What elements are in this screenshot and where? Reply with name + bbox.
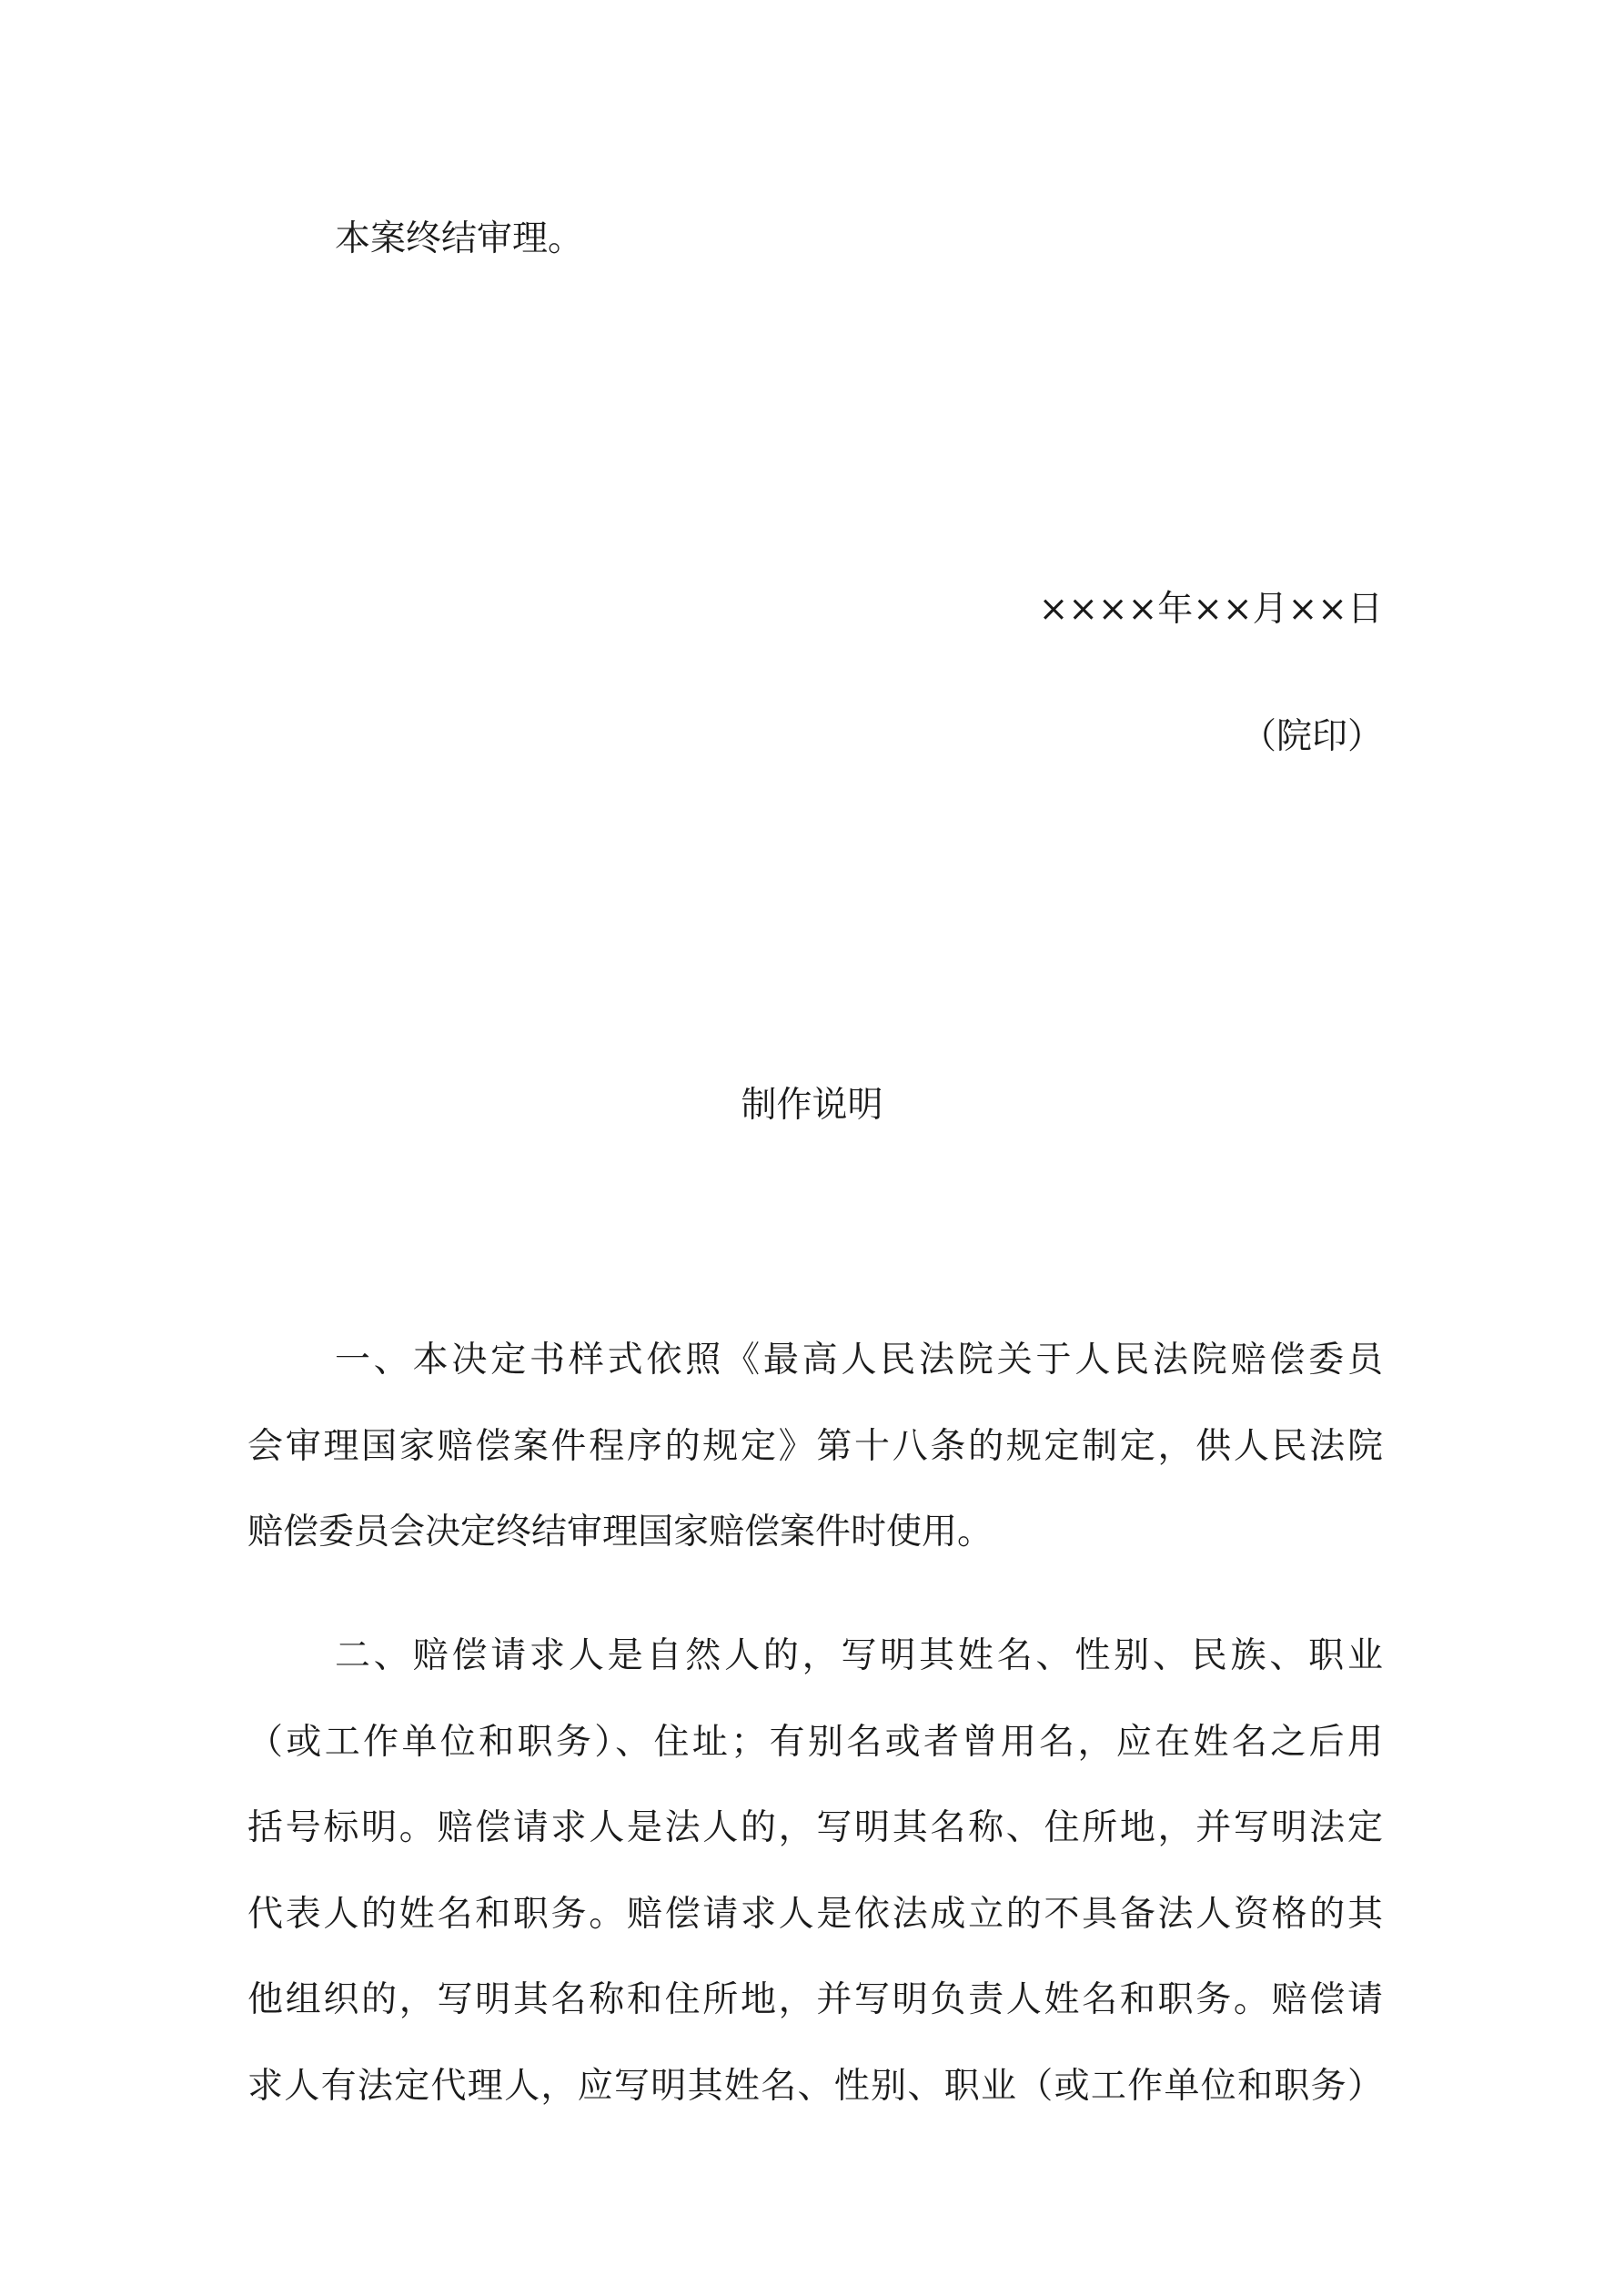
paragraph-line: （或工作单位和职务）、住址；有别名或者曾用名，应在姓名之后用	[247, 1721, 1383, 1763]
paragraph-line: 求人有法定代理人，应写明其姓名、性别、职业（或工作单位和职务）	[247, 2065, 1383, 2107]
paragraph-line: 括号标明。赔偿请求人是法人的，写明其名称、住所地，并写明法定	[247, 1807, 1383, 1848]
paragraph-line: 他组织的，写明其名称和住所地，并写明负责人姓名和职务。赔偿请	[247, 1979, 1383, 2020]
instruction-paragraph-2	[247, 1635, 1383, 2154]
paragraph-line: 代表人的姓名和职务。赔偿请求人是依法成立的不具备法人资格的其	[247, 1893, 1383, 1935]
paragraph-line: 一、本决定书样式依照《最高人民法院关于人民法院赔偿委员	[335, 1340, 1383, 1381]
section-title: 制作说明	[741, 1085, 883, 1126]
court-seal-note: （院印）	[1240, 716, 1383, 757]
paragraph-line: 赔偿委员会决定终结审理国家赔偿案件时使用。	[247, 1512, 994, 1553]
instruction-paragraph-1	[247, 1342, 1383, 1601]
paragraph-line: 二、赔偿请求人是自然人的，写明其姓名、性别、民族、职业	[335, 1635, 1383, 1676]
opening-statement: 本案终结审理。	[335, 218, 584, 259]
date-line: ××××年××月××日	[1038, 589, 1383, 630]
paragraph-line: 会审理国家赔偿案件程序的规定》第十八条的规定制定，供人民法院	[247, 1425, 1383, 1467]
